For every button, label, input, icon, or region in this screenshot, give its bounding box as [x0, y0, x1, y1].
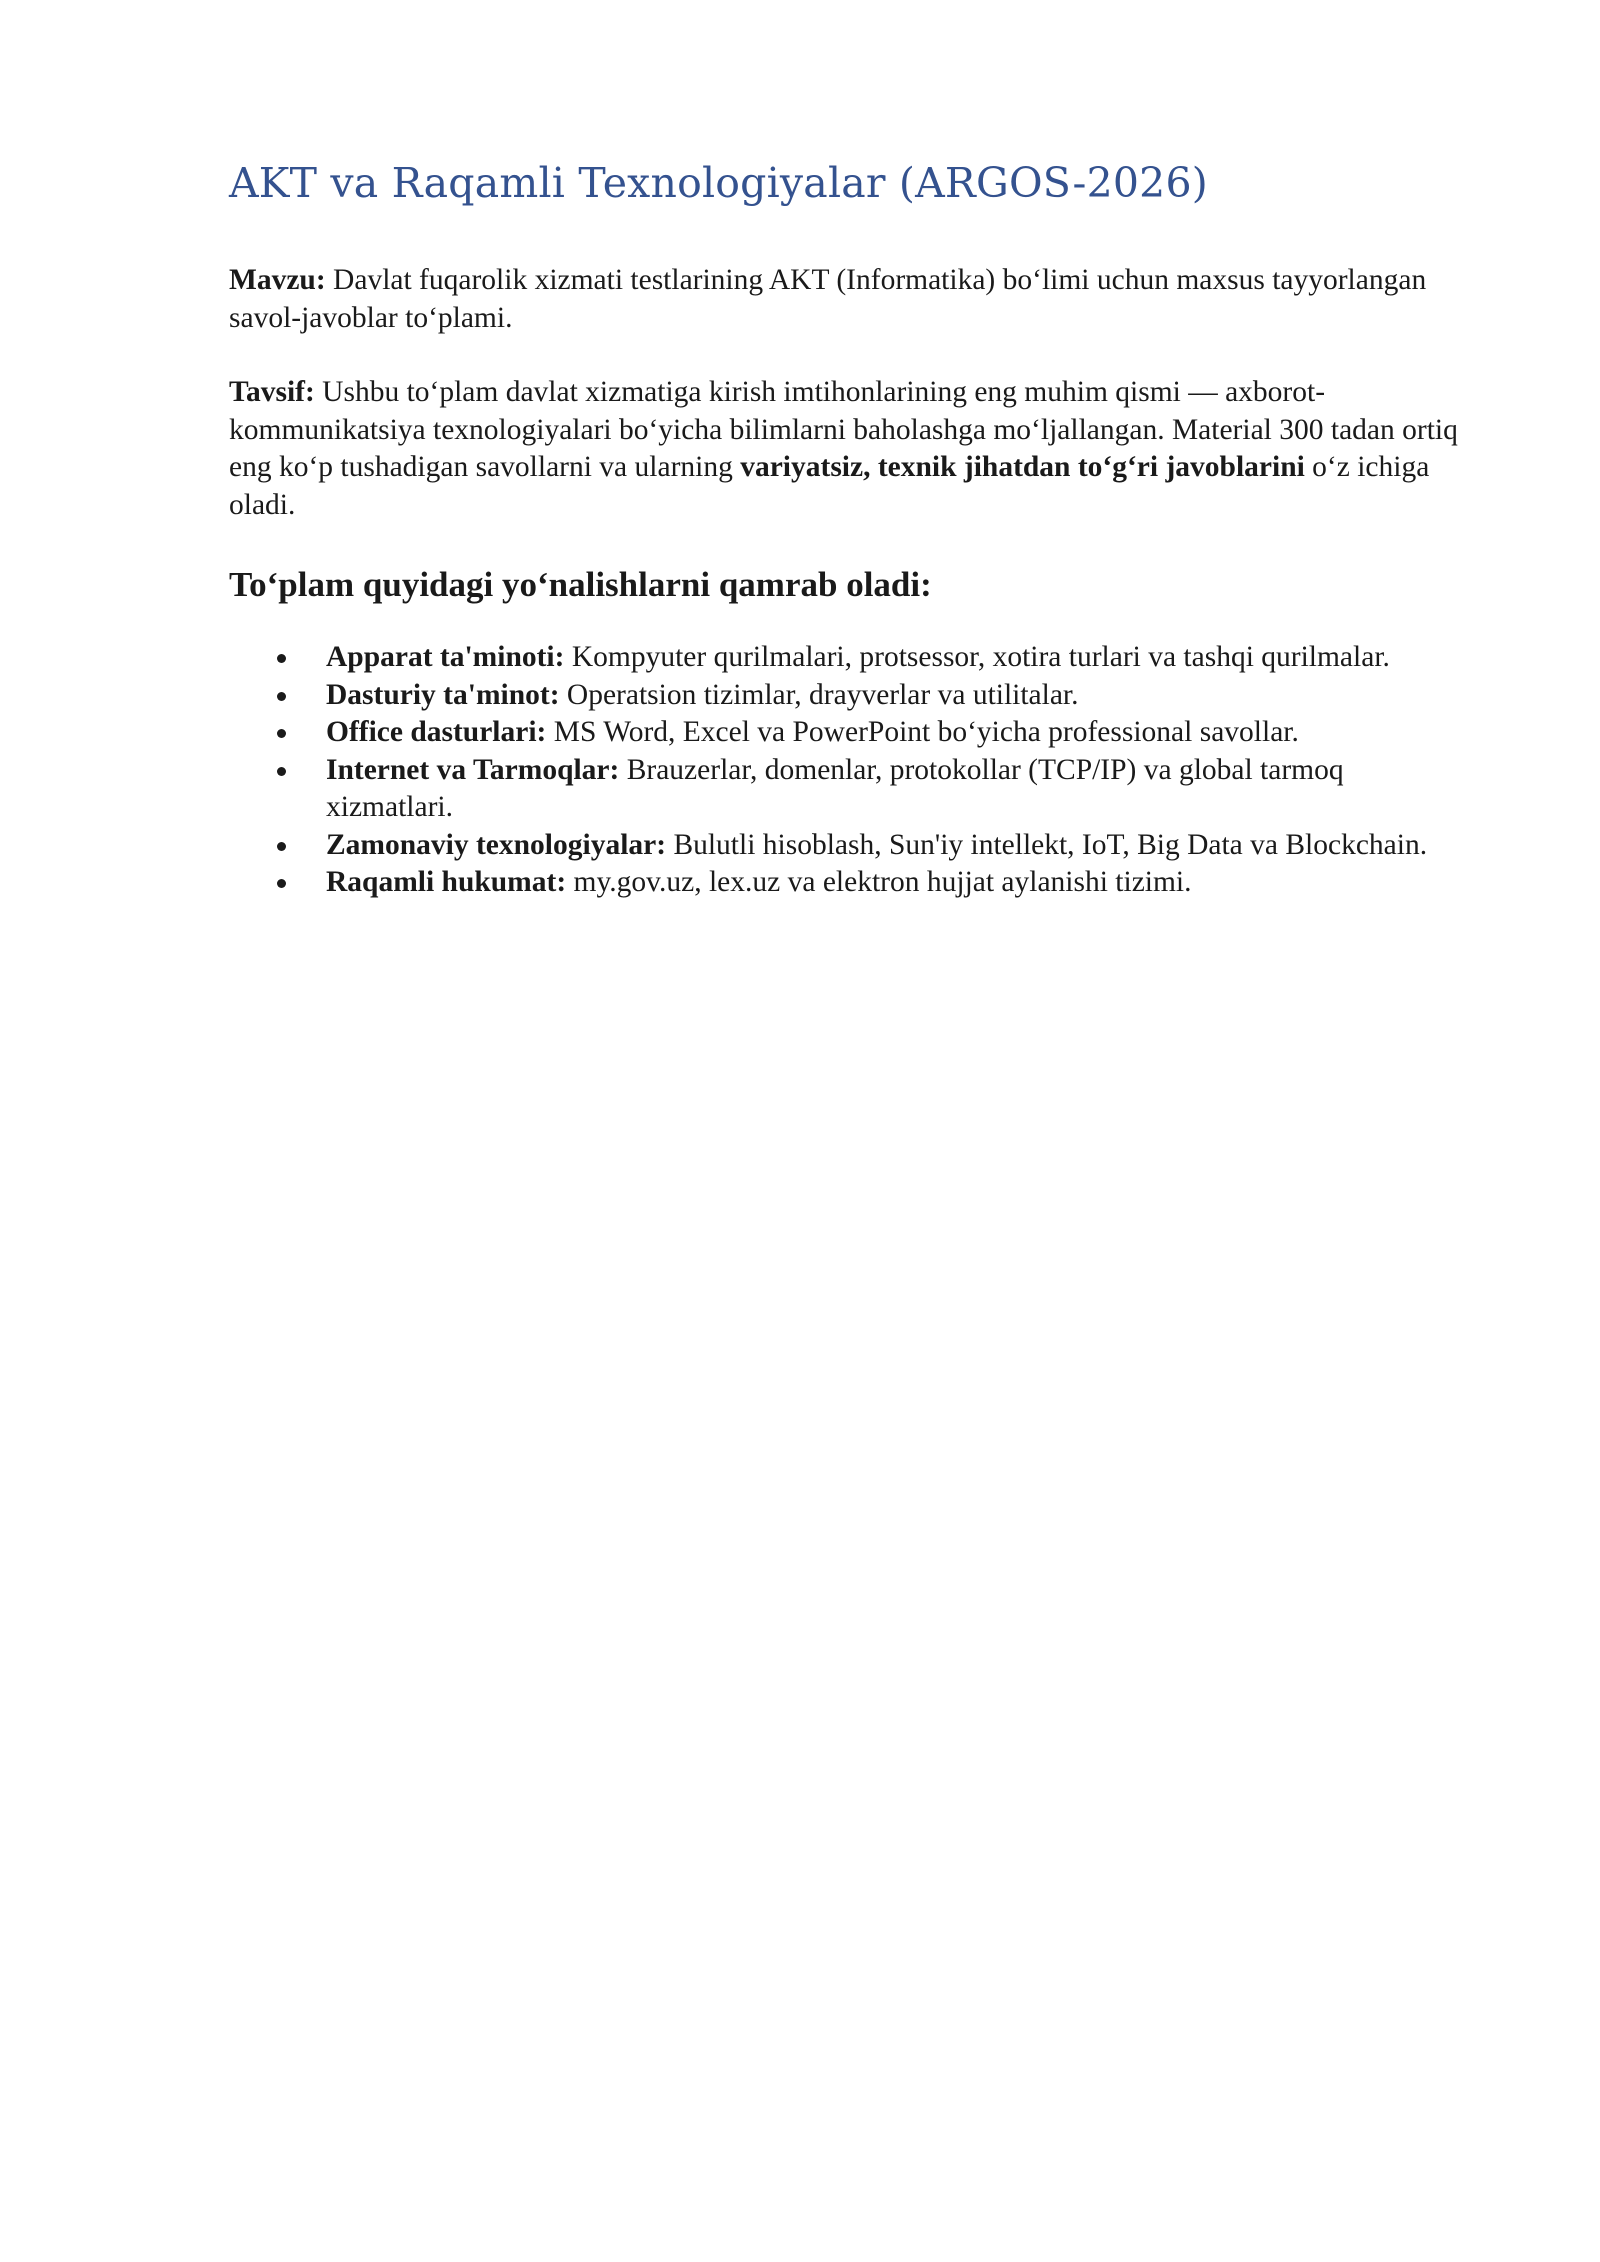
list-item-label: Raqamli hukumat:: [326, 866, 567, 898]
list-item: [229, 864, 1459, 902]
tavsif-text-after: o‘z ichiga oladi.: [229, 451, 1430, 521]
mavzu-label: Mavzu:: [229, 264, 326, 296]
list-item-label: Internet va Tarmoqlar:: [326, 753, 620, 786]
bullet-icon: [277, 729, 286, 738]
mavzu-text: Davlat fuqarolik xizmati testlarining AKT (Informatika) bo‘limi uchun maxsus tayyorlangan savol-javoblar to‘plami.: [229, 264, 1427, 334]
list-item-label: Dasturiy ta'minot:: [326, 678, 560, 711]
bullet-icon: [277, 879, 286, 888]
bullet-icon: [277, 654, 286, 663]
list-item: [229, 677, 1459, 715]
list-item: [229, 714, 1459, 752]
list-item-label: Apparat ta'minoti:: [326, 641, 565, 673]
list-item-text: Operatsion tizimlar, drayverlar va utilitalar.: [559, 678, 1079, 711]
tavsif-paragraph: [229, 374, 1459, 524]
list-item-label: Office dasturlari:: [326, 716, 547, 748]
topics-list: [229, 639, 1459, 902]
list-item-text: MS Word, Excel va PowerPoint bo‘yicha professional savollar.: [546, 716, 1299, 748]
tavsif-label: Tavsif:: [229, 376, 315, 408]
list-item-text: Brauzerlar, domenlar, protokollar (TCP/IP) va global tarmoq xizmatlari.: [326, 753, 1344, 823]
list-item-text: my.gov.uz, lex.uz va elektron hujjat aylanishi tizimi.: [566, 866, 1192, 898]
document-page: [229, 150, 1459, 902]
list-item: [229, 752, 1459, 827]
tavsif-text-before: Ushbu to‘plam davlat xizmatiga kirish imtihonlarining eng muhim qismi — axborot-kommunikatsiya texnologiyalari bo‘yicha bilimlarni baholashga mo‘ljallangan. Material 300 tadan ortiq eng ko‘p tushadigan savollarni va ularning: [229, 376, 1458, 483]
mavzu-paragraph: [229, 262, 1459, 337]
bullet-icon: [277, 842, 286, 851]
document-title: AKT va Raqamli Texnologiyalar (ARGOS-2026): [229, 159, 1208, 207]
list-item-label: Zamonaviy texnologiyalar:: [326, 828, 667, 861]
list-item-text: Bulutli hisoblash, Sun'iy intellekt, IoT, Big Data va Blockchain.: [666, 828, 1428, 861]
list-item-text: Kompyuter qurilmalari, protsessor, xotira turlari va tashqi qurilmalar.: [564, 641, 1390, 673]
bullet-icon: [277, 767, 286, 776]
tavsif-bold-text: variyatsiz, texnik jihatdan to‘g‘ri javoblarini: [740, 451, 1305, 483]
bullet-icon: [277, 692, 286, 701]
section-heading: To‘plam quyidagi yo‘nalishlarni qamrab oladi:: [229, 565, 932, 604]
list-item: [229, 827, 1459, 865]
list-item: [229, 639, 1459, 677]
